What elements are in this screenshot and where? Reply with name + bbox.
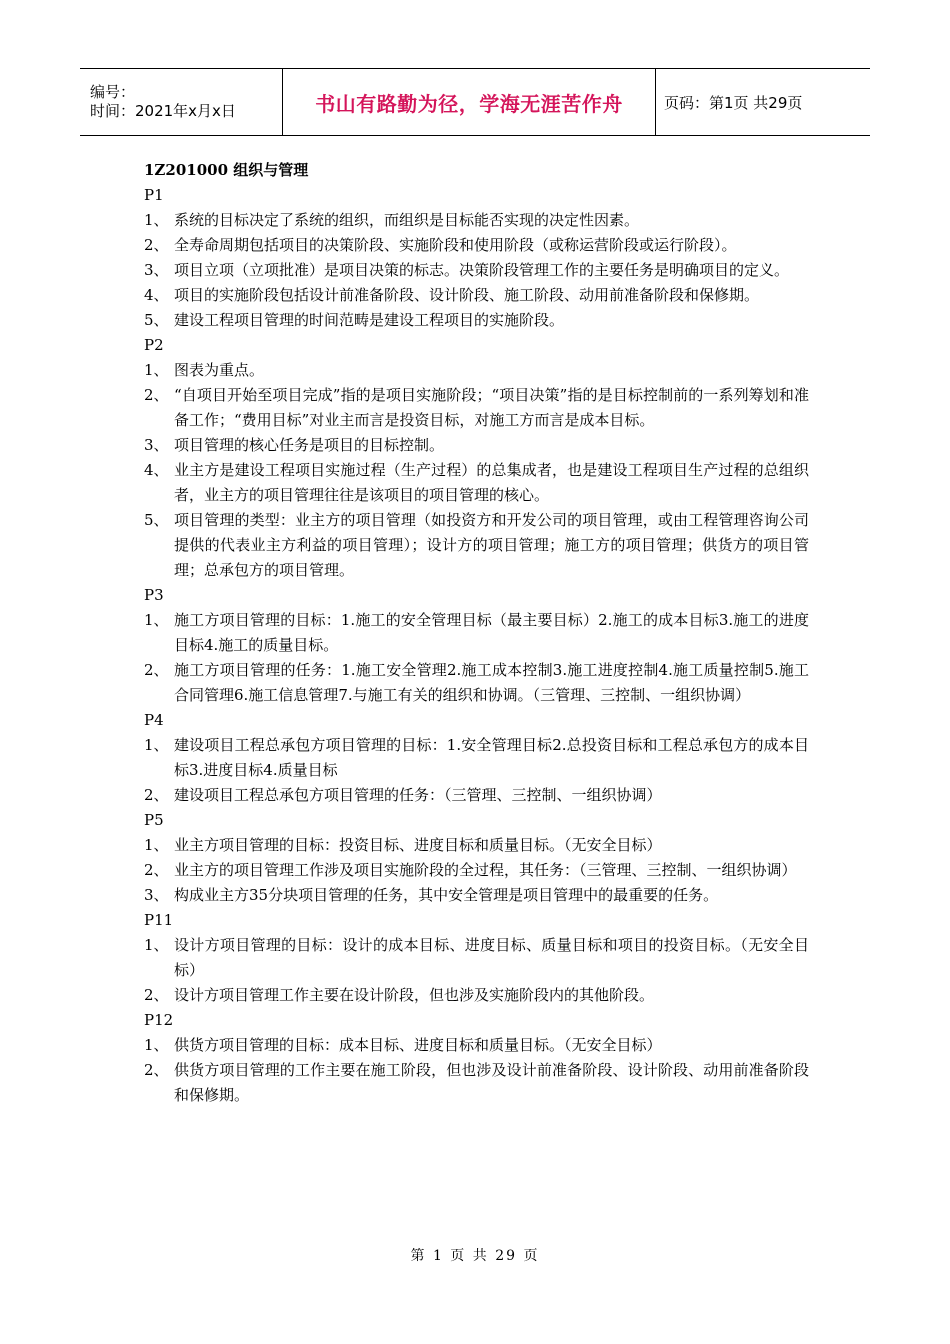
list-item [144, 208, 809, 233]
section-label: P5 [144, 811, 164, 829]
list-item-text: 业主方的项目管理工作涉及项目实施阶段的全过程，其任务：（三管理、三控制、一组织协调） [174, 861, 797, 879]
list-item [144, 283, 809, 308]
list-item-text: 供货方项目管理的目标：成本目标、进度目标和质量目标。（无安全目标） [174, 1036, 662, 1054]
header-meta-cell [80, 69, 283, 136]
section-label: P1 [144, 186, 164, 204]
section-label: P2 [144, 336, 164, 354]
list-item-number: 2、 [144, 861, 169, 879]
list-item [144, 383, 809, 433]
list-item [144, 883, 809, 908]
list-item [144, 258, 809, 283]
list-item-text: 项目管理的类型：业主方的项目管理（如投资方和开发公司的项目管理，或由工程管理咨询公司提供的代表业主方利益的项目管理）；设计方的项目管理；施工方的项目管理；供货方的项目管理；总承包方的项目管理。 [174, 511, 809, 579]
list-item-text: 全寿命周期包括项目的决策阶段、实施阶段和使用阶段（或称运营阶段或运行阶段）。 [174, 236, 737, 254]
list-item-text: 项目的实施阶段包括设计前准备阶段、设计阶段、施工阶段、动用前准备阶段和保修期。 [174, 286, 760, 304]
list-item-number: 3、 [144, 886, 169, 904]
section-label: P11 [144, 911, 174, 929]
section-label: P12 [144, 1011, 174, 1029]
list-item-text: 系统的目标决定了系统的组织，而组织是目标能否实现的决定性因素。 [174, 211, 640, 229]
list-item [144, 733, 809, 783]
section-label: P3 [144, 586, 164, 604]
list-item-text: 设计方项目管理工作主要在设计阶段，但也涉及实施阶段内的其他阶段。 [174, 986, 655, 1004]
motto-cell [283, 69, 656, 136]
list-item-number: 2、 [144, 236, 169, 254]
list-item [144, 358, 809, 383]
list-item-number: 5、 [144, 311, 169, 329]
list-item-text: 建设项目工程总承包方项目管理的任务：（三管理、三控制、一组织协调） [174, 786, 662, 804]
time-label: 时间：2021年x月x日 [90, 102, 236, 120]
list-item-number: 2、 [144, 386, 169, 404]
list-item-number: 1、 [144, 211, 169, 229]
list-item-number: 4、 [144, 461, 169, 479]
list-item-number: 1、 [144, 936, 169, 954]
list-item [144, 933, 809, 983]
list-item-text: “自项目开始至项目完成”指的是项目实施阶段；“项目决策”指的是目标控制前的一系列筹划和准备工作；“费用目标”对业主而言是投资目标，对施工方而言是成本目标。 [174, 386, 809, 429]
list-item-text: 图表为重点。 [174, 361, 265, 379]
list-item-number: 2、 [144, 986, 169, 1004]
motto-text: 书山有路勤为径，学海无涯苦作舟 [315, 91, 623, 116]
list-item [144, 783, 809, 808]
list-item-number: 2、 [144, 1061, 169, 1079]
list-item-text: 业主方项目管理的目标：投资目标、进度目标和质量目标。（无安全目标） [174, 836, 662, 854]
list-item [144, 508, 809, 583]
list-item [144, 433, 809, 458]
list-item-number: 1、 [144, 736, 169, 754]
list-item-number: 2、 [144, 661, 169, 679]
list-item [144, 308, 809, 333]
list-item [144, 608, 809, 658]
list-item [144, 983, 809, 1008]
list-item [144, 1058, 809, 1108]
list-item-text: 构成业主方35分块项目管理的任务，其中安全管理是项目管理中的最重要的任务。 [174, 886, 719, 904]
list-item-number: 1、 [144, 1036, 169, 1054]
list-item-text: 建设工程项目管理的时间范畴是建设工程项目的实施阶段。 [174, 311, 565, 329]
list-item [144, 833, 809, 858]
document-title: 1Z201000 组织与管理 [144, 161, 309, 179]
list-item-number: 2、 [144, 786, 169, 804]
list-item [144, 233, 809, 258]
list-item-text: 建设项目工程总承包方项目管理的目标：1.安全管理目标2.总投资目标和工程总承包方的成本目标3.进度目标4.质量目标 [174, 736, 809, 779]
document-body [144, 158, 809, 1108]
list-item [144, 458, 809, 508]
list-item-text: 施工方项目管理的任务：1.施工安全管理2.施工成本控制3.施工进度控制4.施工质量控制5.施工合同管理6.施工信息管理7.与施工有关的组织和协调。（三管理、三控制、一组织协调） [174, 661, 809, 704]
header-table [80, 68, 870, 136]
list-item [144, 658, 809, 708]
list-item-text: 设计方项目管理的目标：设计的成本目标、进度目标、质量目标和项目的投资目标。（无安全目标） [174, 936, 809, 979]
list-item-number: 1、 [144, 836, 169, 854]
page-info: 页码：第1页 共29页 [664, 93, 803, 112]
list-item-number: 4、 [144, 286, 169, 304]
list-item-text: 业主方是建设工程项目实施过程（生产过程）的总集成者，也是建设工程项目生产过程的总组织者，业主方的项目管理往往是该项目的项目管理的核心。 [174, 461, 809, 504]
code-label: 编号： [90, 83, 136, 101]
list-item-text: 供货方项目管理的工作主要在施工阶段，但也涉及设计前准备阶段、设计阶段、动用前准备阶段和保修期。 [174, 1061, 809, 1104]
section-label: P4 [144, 711, 164, 729]
list-item-number: 3、 [144, 436, 169, 454]
page-footer: 第 1 页 共 29 页 [410, 1248, 540, 1264]
list-item-number: 1、 [144, 361, 169, 379]
list-item-text: 项目管理的核心任务是项目的目标控制。 [174, 436, 445, 454]
list-item-number: 1、 [144, 611, 169, 629]
list-item [144, 858, 809, 883]
list-item-number: 3、 [144, 261, 169, 279]
page-info-cell [656, 69, 871, 136]
list-item-text: 施工方项目管理的目标：1.施工的安全管理目标（最主要目标）2.施工的成本目标3.施工的进度目标4.施工的质量目标。 [174, 611, 809, 654]
list-item-text: 项目立项（立项批准）是项目决策的标志。决策阶段管理工作的主要任务是明确项目的定义。 [174, 261, 790, 279]
list-item-number: 5、 [144, 511, 169, 529]
list-item [144, 1033, 809, 1058]
